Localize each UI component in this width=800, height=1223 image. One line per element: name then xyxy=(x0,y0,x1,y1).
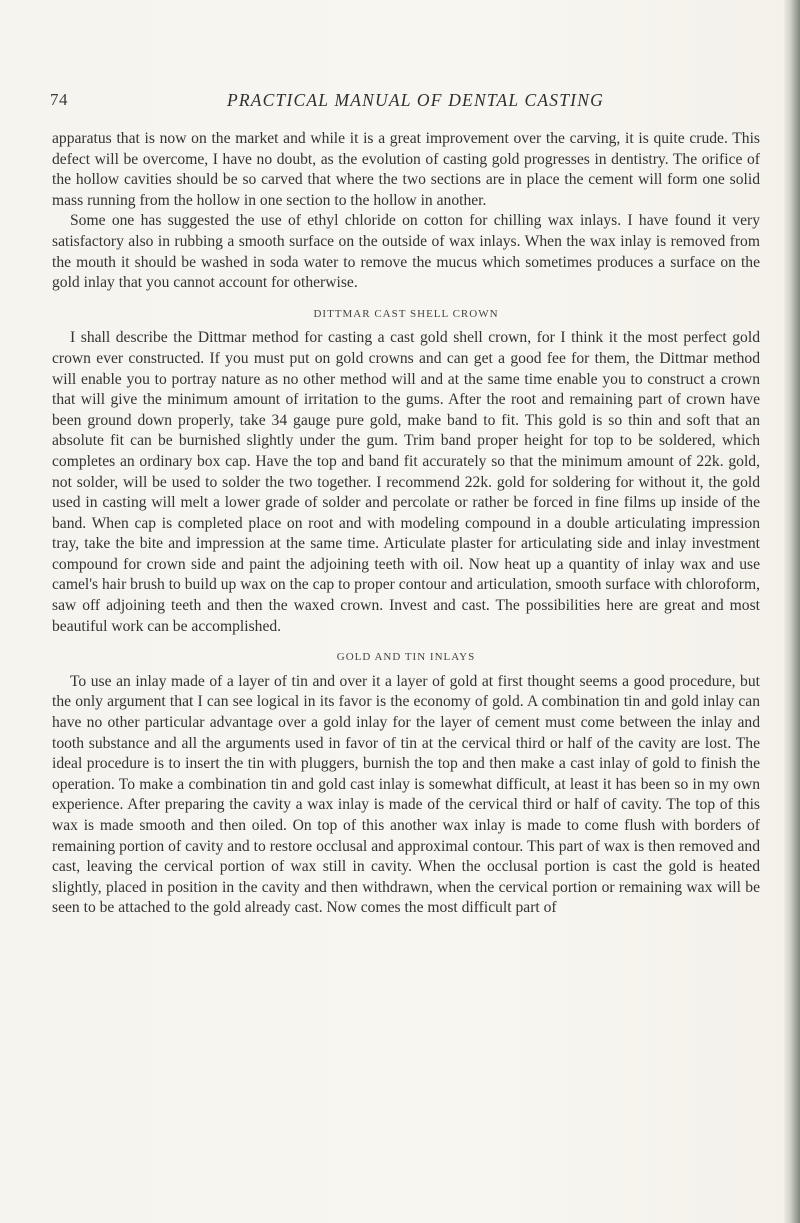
page-number: 74 xyxy=(50,90,68,109)
section-heading-gold-tin: GOLD AND TIN INLAYS xyxy=(336,651,476,664)
paragraph-apparatus: apparatus that is now on the market and while it is a great improvement over the carving, it is quite crude. This defect will be overcome, I have no doubt, as the evolution of casting gold progresses in dentistry. The orifice of the hollow cavities should be so carved that where the two sections are in place the cement will form one solid mass running from the hollow in one section to the hollow in another. xyxy=(52,130,760,209)
page-body xyxy=(52,129,760,919)
paragraph-gold-tin-inlays: To use an inlay made of a layer of tin and over it a layer of gold at first thought seems a good procedure, but the only argument that I can see logical in its favor is the economy of gold. A combination tin and gold inlay can have no other particular advantage over a gold inlay for the layer of cement must come between the inlay and tooth substance and all the arguments used in favor of tin at the cervical third or half of the cavity are lost. The ideal procedure is to insert the tin with pluggers, burnish the top and then make a cast inlay of gold to finish the operation. To make a combination tin and gold cast inlay is somewhat difficult, at least it has been so in my own experience. After preparing the cavity a wax inlay is made of the cervical third or half of cavity. The top of this wax is made smooth and then oiled. On top of this another wax inlay is made to come flush with borders of remaining portion of cavity and to restore occlusal and approximal contour. This part of wax is then removed and cast, leaving the cervical portion of wax still in cavity. When the occlusal portion is cast the gold is heated slightly, placed in position in the cavity and then withdrawn, when the cervical portion or remaining wax will be seen to be attached to the gold already cast. Now comes the most difficult part of xyxy=(52,672,760,917)
page-edge-shadow xyxy=(784,0,800,1223)
paragraph-dittmar-method: I shall describe the Dittmar method for casting a cast gold shell crown, for I think it the most perfect gold crown ever constructed. If you must put on gold crowns and can get a good fee for them, the Dittmar method will enable you to portray nature as no other method will and at the same time enable you to construct a crown that will give the minimum amount of irritation to the gums. After the root and remaining part of crown have been ground down properly, take 34 gauge pure gold, make band to fit. This gold is so thin and soft that an absolute fit can be burnished slightly under the gum. Trim band proper height for top to be soldered, which completes an ordinary box cap. Have the top and band fit accurately so that the minimum amount of 22k. gold, not solder, will be used to solder the two together. I recommend 22k. gold for soldering for without it, the gold used in casting will melt a lower grade of solder and percolate or rather be forced in fine films up inside of the band. When cap is completed place on root and with modeling compound in a double articulating impression tray, take the bite and impression at the same time. Articulate plaster for articulating side and inlay investment compound for crown side and paint the adjoining teeth with oil. Now heat up a quantity of inlay wax and use camel's hair brush to build up wax on the cap to proper contour and articulation, smooth surface with chloroform, saw off adjoining teeth and then the waxed crown. Invest and cast. The possibilities here are great and most beautiful work can be accomplished. xyxy=(52,329,760,635)
running-title: PRACTICAL MANUAL OF DENTAL CASTING xyxy=(227,90,604,110)
page-header xyxy=(50,90,750,120)
section-heading-dittmar: DITTMAR CAST SHELL CROWN xyxy=(313,307,499,320)
paragraph-ethyl-chloride: Some one has suggested the use of ethyl chloride on cotton for chilling wax inlays. I have found it very satisfactory also in rubbing a smooth surface on the outside of wax inlays. When the wax inlay is removed from the mouth it should be washed in soda water to remove the mucus which sometimes produces a surface on the gold inlay that you cannot account for otherwise. xyxy=(52,212,760,292)
